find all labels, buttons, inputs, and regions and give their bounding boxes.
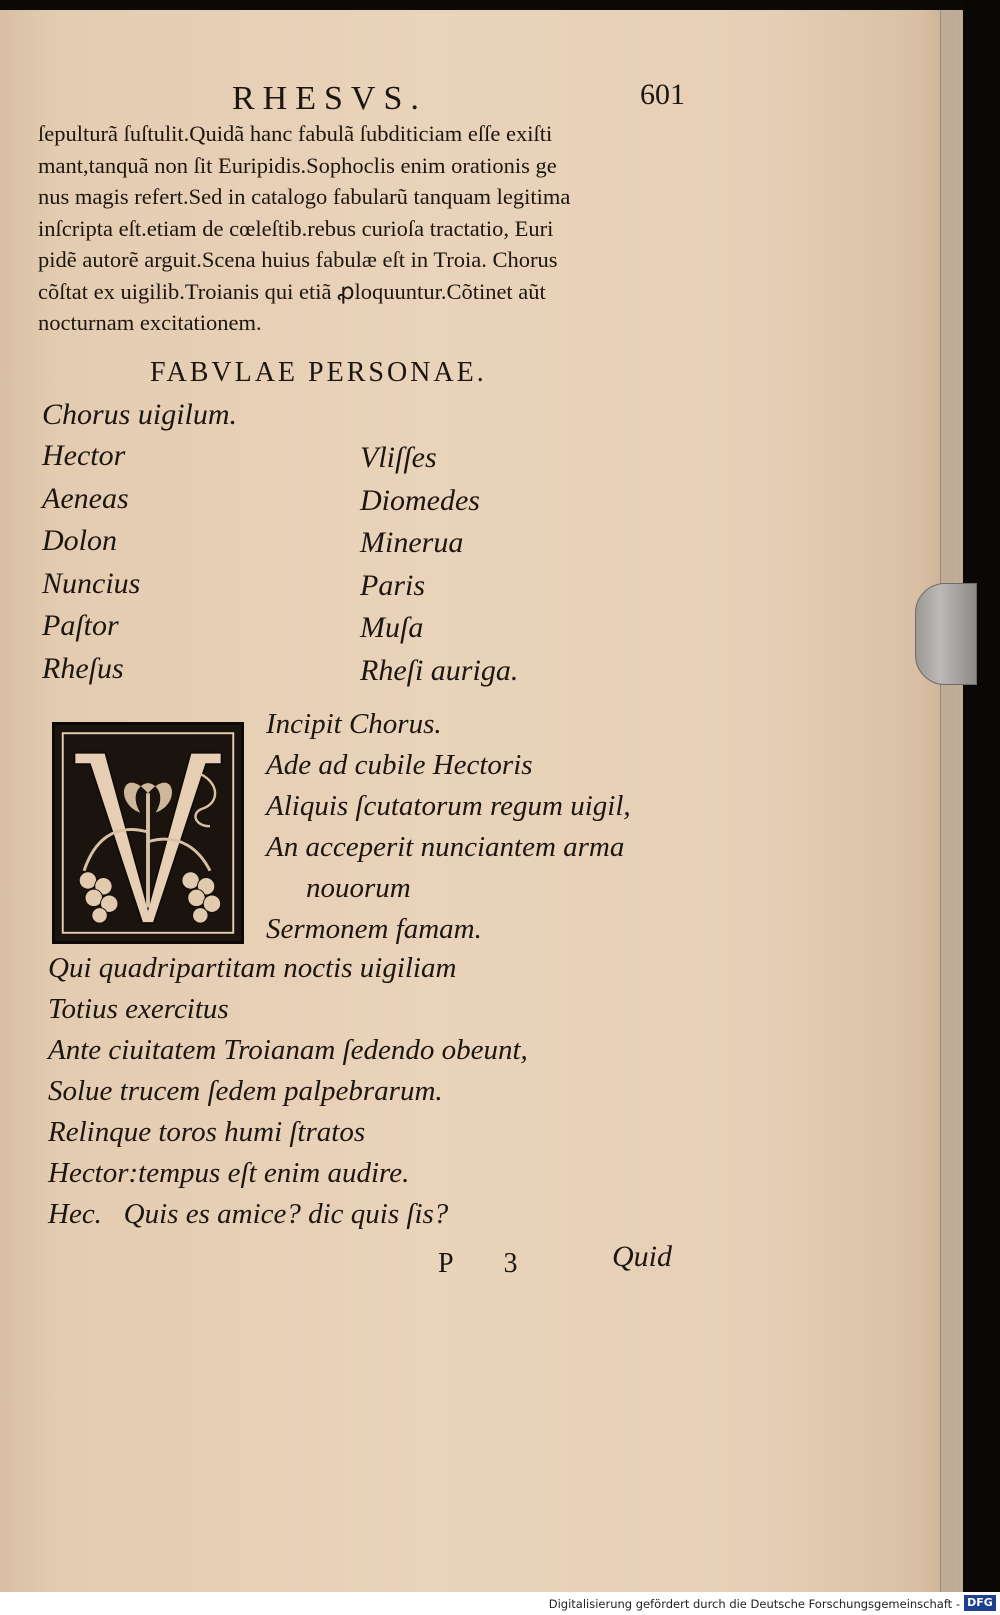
verse-below — [48, 948, 528, 1235]
persona-name: Hector — [42, 439, 126, 472]
verse-line: Aliquis ſcutatorum regum uigil, — [266, 790, 631, 822]
verse-beside-initial — [266, 704, 631, 950]
persona-name: Muſa — [360, 611, 424, 644]
book-clamp — [915, 583, 977, 685]
persona-name: Rheſus — [42, 651, 124, 685]
verse-line: Incipit Chorus. — [266, 708, 442, 740]
signature-mark: P 3 — [438, 1248, 540, 1279]
persona-name: Nuncius — [42, 566, 141, 600]
persona-name: Paris — [360, 568, 426, 602]
persona-name: Rheſi auriga. — [360, 653, 519, 687]
persona-chorus: Chorus uigilum. — [42, 398, 238, 431]
decorated-initial-v — [52, 722, 244, 944]
verse-line: Solue trucem ſedem palpebrarum. — [48, 1075, 443, 1107]
text-line: ſepulturã ſuſtulit.Quidã hanc fabulã ſubditiciam eſſe exiſti — [38, 121, 553, 146]
persona-name: Aeneas — [42, 481, 129, 515]
verse-line: Hec. Quis es amice? dic quis ſis? — [48, 1198, 449, 1230]
verse-line: Relinque toros humi ſtratos — [48, 1116, 366, 1148]
page-edges — [940, 10, 963, 1592]
personae-heading: FABVLAE PERSONAE. — [150, 357, 487, 388]
verse-line: Ante ciuitatem Troianam ſedendo obeunt, — [48, 1034, 528, 1066]
text-line: nocturnam excitationem. — [38, 310, 262, 335]
verse-line: An acceperit nunciantem arma — [266, 831, 625, 863]
persona-name: Vliſſes — [360, 441, 437, 474]
running-title: RHESVS. — [232, 80, 427, 117]
text-line: pidẽ autorẽ arguit.Scena huius fabulæ eſt in Troia. Chorus — [38, 247, 558, 272]
catchword: Quid — [612, 1240, 672, 1273]
dfg-logo: DFG — [964, 1595, 996, 1611]
verse-line: Hector:tempus eſt enim audire. — [48, 1157, 410, 1189]
personae-right-column — [360, 437, 518, 692]
vine-initial-icon — [55, 725, 241, 941]
verse-line: Sermonem famam. — [266, 913, 482, 945]
text-line: cõſtat ex uigilib.Troianis qui etiã ꝓloquuntur.Cõtinet aũt — [38, 278, 546, 304]
verse-line: nouorum — [306, 872, 411, 904]
verse-line: Totius exercitus — [48, 993, 229, 1025]
personae-left-column — [42, 435, 140, 690]
persona-name: Dolon — [42, 524, 117, 557]
page-number: 601 — [640, 78, 685, 111]
digitization-footer — [0, 1592, 1000, 1615]
text-line: nus magis refert.Sed in catalogo fabularũ tanquam legitima — [38, 184, 571, 209]
argument-paragraph — [38, 118, 698, 339]
verse-line: Ade ad cubile Hectoris — [266, 749, 533, 781]
text-line: mant,tanquã non ſit Euripidis.Sophoclis enim orationis ge — [38, 152, 557, 178]
verse-line: Qui quadripartitam noctis uigiliam — [48, 952, 457, 984]
footer-credit: Digitalisierung gefördert durch die Deutsche Forschungsgemeinschaft - — [548, 1597, 960, 1611]
persona-name: Diomedes — [360, 483, 480, 517]
persona-name: Paſtor — [42, 609, 119, 642]
persona-name: Mineruа — [360, 526, 464, 559]
scan-background — [962, 0, 1000, 1615]
text-line: inſcripta eſt.etiam de cœleſtib.rebus curioſa tractatio, Euri — [38, 215, 554, 241]
